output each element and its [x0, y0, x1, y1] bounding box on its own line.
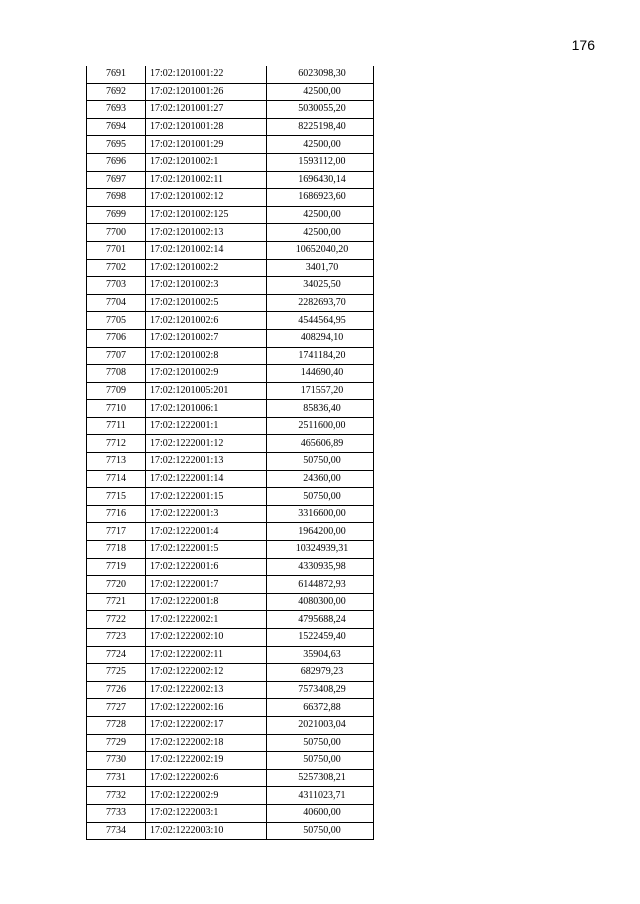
value-cell: 1522459,40 [267, 629, 374, 647]
cadastral-number-cell: 17:02:1222001:1 [146, 417, 267, 435]
row-number-cell: 7733 [87, 804, 146, 822]
row-number-cell: 7709 [87, 382, 146, 400]
cadastral-number-cell: 17:02:1222002:6 [146, 769, 267, 787]
cadastral-number-cell: 17:02:1201002:11 [146, 171, 267, 189]
cadastral-number-cell: 17:02:1222001:7 [146, 576, 267, 594]
table-row [87, 153, 374, 171]
table-row [87, 541, 374, 559]
cadastral-number-cell: 17:02:1201001:26 [146, 83, 267, 101]
table-row [87, 294, 374, 312]
table-row [87, 629, 374, 647]
cadastral-number-cell: 17:02:1222002:19 [146, 752, 267, 770]
table-row [87, 206, 374, 224]
row-number-cell: 7698 [87, 189, 146, 207]
table-row [87, 769, 374, 787]
cadastral-number-cell: 17:02:1201005:201 [146, 382, 267, 400]
cadastral-number-cell: 17:02:1201001:28 [146, 118, 267, 136]
table-row [87, 136, 374, 154]
table-row [87, 752, 374, 770]
row-number-cell: 7713 [87, 453, 146, 471]
table-row [87, 83, 374, 101]
table-row [87, 101, 374, 119]
cadastral-number-cell: 17:02:1222001:3 [146, 505, 267, 523]
value-cell: 3316600,00 [267, 505, 374, 523]
row-number-cell: 7705 [87, 312, 146, 330]
value-cell: 4330935,98 [267, 558, 374, 576]
value-cell: 408294,10 [267, 329, 374, 347]
table-row [87, 224, 374, 242]
value-cell: 5030055,20 [267, 101, 374, 119]
row-number-cell: 7711 [87, 417, 146, 435]
cadastral-number-cell: 17:02:1222002:17 [146, 716, 267, 734]
value-cell: 50750,00 [267, 488, 374, 506]
table-row [87, 400, 374, 418]
value-cell: 42500,00 [267, 83, 374, 101]
table-row [87, 417, 374, 435]
value-cell: 8225198,40 [267, 118, 374, 136]
cadastral-number-cell: 17:02:1201002:12 [146, 189, 267, 207]
table-body [87, 66, 374, 840]
cadastral-number-cell: 17:02:1201002:13 [146, 224, 267, 242]
value-cell: 2282693,70 [267, 294, 374, 312]
value-cell: 1964200,00 [267, 523, 374, 541]
value-cell: 50750,00 [267, 822, 374, 840]
value-cell: 6144872,93 [267, 576, 374, 594]
cadastral-number-cell: 17:02:1201002:7 [146, 329, 267, 347]
table-row [87, 611, 374, 629]
cadastral-number-cell: 17:02:1201002:5 [146, 294, 267, 312]
value-cell: 4080300,00 [267, 593, 374, 611]
cadastral-number-cell: 17:02:1222002:18 [146, 734, 267, 752]
value-cell: 50750,00 [267, 453, 374, 471]
table-row [87, 118, 374, 136]
table-row [87, 523, 374, 541]
value-cell: 24360,00 [267, 470, 374, 488]
row-number-cell: 7706 [87, 329, 146, 347]
table-row [87, 171, 374, 189]
value-cell: 171557,20 [267, 382, 374, 400]
table-row [87, 558, 374, 576]
value-cell: 2511600,00 [267, 417, 374, 435]
cadastral-number-cell: 17:02:1222002:10 [146, 629, 267, 647]
row-number-cell: 7715 [87, 488, 146, 506]
cadastral-number-cell: 17:02:1201002:9 [146, 365, 267, 383]
value-cell: 1741184,20 [267, 347, 374, 365]
row-number-cell: 7724 [87, 646, 146, 664]
table-row [87, 329, 374, 347]
table-row [87, 189, 374, 207]
value-cell: 5257308,21 [267, 769, 374, 787]
table-row [87, 576, 374, 594]
table-row [87, 646, 374, 664]
cadastral-number-cell: 17:02:1222002:13 [146, 681, 267, 699]
cadastral-number-cell: 17:02:1222002:12 [146, 664, 267, 682]
value-cell: 1686923,60 [267, 189, 374, 207]
cadastral-number-cell: 17:02:1222001:15 [146, 488, 267, 506]
table-row [87, 277, 374, 295]
row-number-cell: 7719 [87, 558, 146, 576]
table-row [87, 347, 374, 365]
row-number-cell: 7721 [87, 593, 146, 611]
cadastral-number-cell: 17:02:1201002:8 [146, 347, 267, 365]
cadastral-number-cell: 17:02:1201001:29 [146, 136, 267, 154]
row-number-cell: 7700 [87, 224, 146, 242]
cadastral-number-cell: 17:02:1201002:6 [146, 312, 267, 330]
cadastral-number-cell: 17:02:1222001:4 [146, 523, 267, 541]
row-number-cell: 7696 [87, 153, 146, 171]
row-number-cell: 7734 [87, 822, 146, 840]
page-number: 176 [571, 37, 595, 53]
value-cell: 85836,40 [267, 400, 374, 418]
value-cell: 35904,63 [267, 646, 374, 664]
cadastral-number-cell: 17:02:1222003:1 [146, 804, 267, 822]
value-cell: 66372,88 [267, 699, 374, 717]
value-cell: 4544564,95 [267, 312, 374, 330]
row-number-cell: 7704 [87, 294, 146, 312]
value-cell: 6023098,30 [267, 66, 374, 83]
value-cell: 50750,00 [267, 752, 374, 770]
row-number-cell: 7693 [87, 101, 146, 119]
row-number-cell: 7695 [87, 136, 146, 154]
table-row [87, 453, 374, 471]
value-cell: 4795688,24 [267, 611, 374, 629]
cadastral-number-cell: 17:02:1222001:5 [146, 541, 267, 559]
table-row [87, 259, 374, 277]
table-row [87, 435, 374, 453]
row-number-cell: 7716 [87, 505, 146, 523]
row-number-cell: 7732 [87, 787, 146, 805]
table-row [87, 734, 374, 752]
value-cell: 7573408,29 [267, 681, 374, 699]
row-number-cell: 7725 [87, 664, 146, 682]
table-row [87, 365, 374, 383]
value-cell: 42500,00 [267, 136, 374, 154]
row-number-cell: 7703 [87, 277, 146, 295]
value-cell: 465606,89 [267, 435, 374, 453]
table-row [87, 822, 374, 840]
value-cell: 42500,00 [267, 224, 374, 242]
cadastral-number-cell: 17:02:1222003:10 [146, 822, 267, 840]
row-number-cell: 7730 [87, 752, 146, 770]
cadastral-number-cell: 17:02:1222002:9 [146, 787, 267, 805]
row-number-cell: 7692 [87, 83, 146, 101]
value-cell: 40600,00 [267, 804, 374, 822]
value-cell: 10652040,20 [267, 241, 374, 259]
value-cell: 1593112,00 [267, 153, 374, 171]
table-row [87, 505, 374, 523]
table-row [87, 241, 374, 259]
row-number-cell: 7731 [87, 769, 146, 787]
row-number-cell: 7720 [87, 576, 146, 594]
table-row [87, 681, 374, 699]
row-number-cell: 7699 [87, 206, 146, 224]
row-number-cell: 7708 [87, 365, 146, 383]
value-cell: 3401,70 [267, 259, 374, 277]
value-cell: 2021003,04 [267, 716, 374, 734]
table-row [87, 699, 374, 717]
value-cell: 144690,40 [267, 365, 374, 383]
table-row [87, 787, 374, 805]
cadastral-number-cell: 17:02:1222001:13 [146, 453, 267, 471]
row-number-cell: 7718 [87, 541, 146, 559]
cadastral-number-cell: 17:02:1222002:16 [146, 699, 267, 717]
row-number-cell: 7729 [87, 734, 146, 752]
value-cell: 42500,00 [267, 206, 374, 224]
cadastral-number-cell: 17:02:1201002:1 [146, 153, 267, 171]
cadastral-number-cell: 17:02:1201002:2 [146, 259, 267, 277]
cadastral-number-cell: 17:02:1201006:1 [146, 400, 267, 418]
cadastral-number-cell: 17:02:1201002:3 [146, 277, 267, 295]
cadastral-number-cell: 17:02:1222002:1 [146, 611, 267, 629]
row-number-cell: 7691 [87, 66, 146, 83]
row-number-cell: 7707 [87, 347, 146, 365]
table-row [87, 382, 374, 400]
cadastral-number-cell: 17:02:1222001:8 [146, 593, 267, 611]
table-row [87, 66, 374, 83]
cadastral-number-cell: 17:02:1222001:14 [146, 470, 267, 488]
row-number-cell: 7723 [87, 629, 146, 647]
row-number-cell: 7728 [87, 716, 146, 734]
row-number-cell: 7702 [87, 259, 146, 277]
cadastral-number-cell: 17:02:1222001:12 [146, 435, 267, 453]
value-cell: 4311023,71 [267, 787, 374, 805]
row-number-cell: 7726 [87, 681, 146, 699]
table-row [87, 716, 374, 734]
value-cell: 34025,50 [267, 277, 374, 295]
cadastral-number-cell: 17:02:1222002:11 [146, 646, 267, 664]
cadastral-number-cell: 17:02:1201002:14 [146, 241, 267, 259]
row-number-cell: 7697 [87, 171, 146, 189]
row-number-cell: 7694 [87, 118, 146, 136]
value-cell: 1696430,14 [267, 171, 374, 189]
cadastral-number-cell: 17:02:1201001:27 [146, 101, 267, 119]
cadastral-number-cell: 17:02:1201002:125 [146, 206, 267, 224]
table-row [87, 470, 374, 488]
row-number-cell: 7701 [87, 241, 146, 259]
row-number-cell: 7710 [87, 400, 146, 418]
value-cell: 10324939,31 [267, 541, 374, 559]
table-row [87, 488, 374, 506]
table-row [87, 804, 374, 822]
table-row [87, 664, 374, 682]
row-number-cell: 7722 [87, 611, 146, 629]
table-row [87, 593, 374, 611]
value-cell: 50750,00 [267, 734, 374, 752]
cadastral-number-cell: 17:02:1222001:6 [146, 558, 267, 576]
value-cell: 682979,23 [267, 664, 374, 682]
row-number-cell: 7712 [87, 435, 146, 453]
row-number-cell: 7717 [87, 523, 146, 541]
table-row [87, 312, 374, 330]
row-number-cell: 7727 [87, 699, 146, 717]
cadastral-number-cell: 17:02:1201001:22 [146, 66, 267, 83]
cadastral-table [86, 66, 374, 840]
row-number-cell: 7714 [87, 470, 146, 488]
